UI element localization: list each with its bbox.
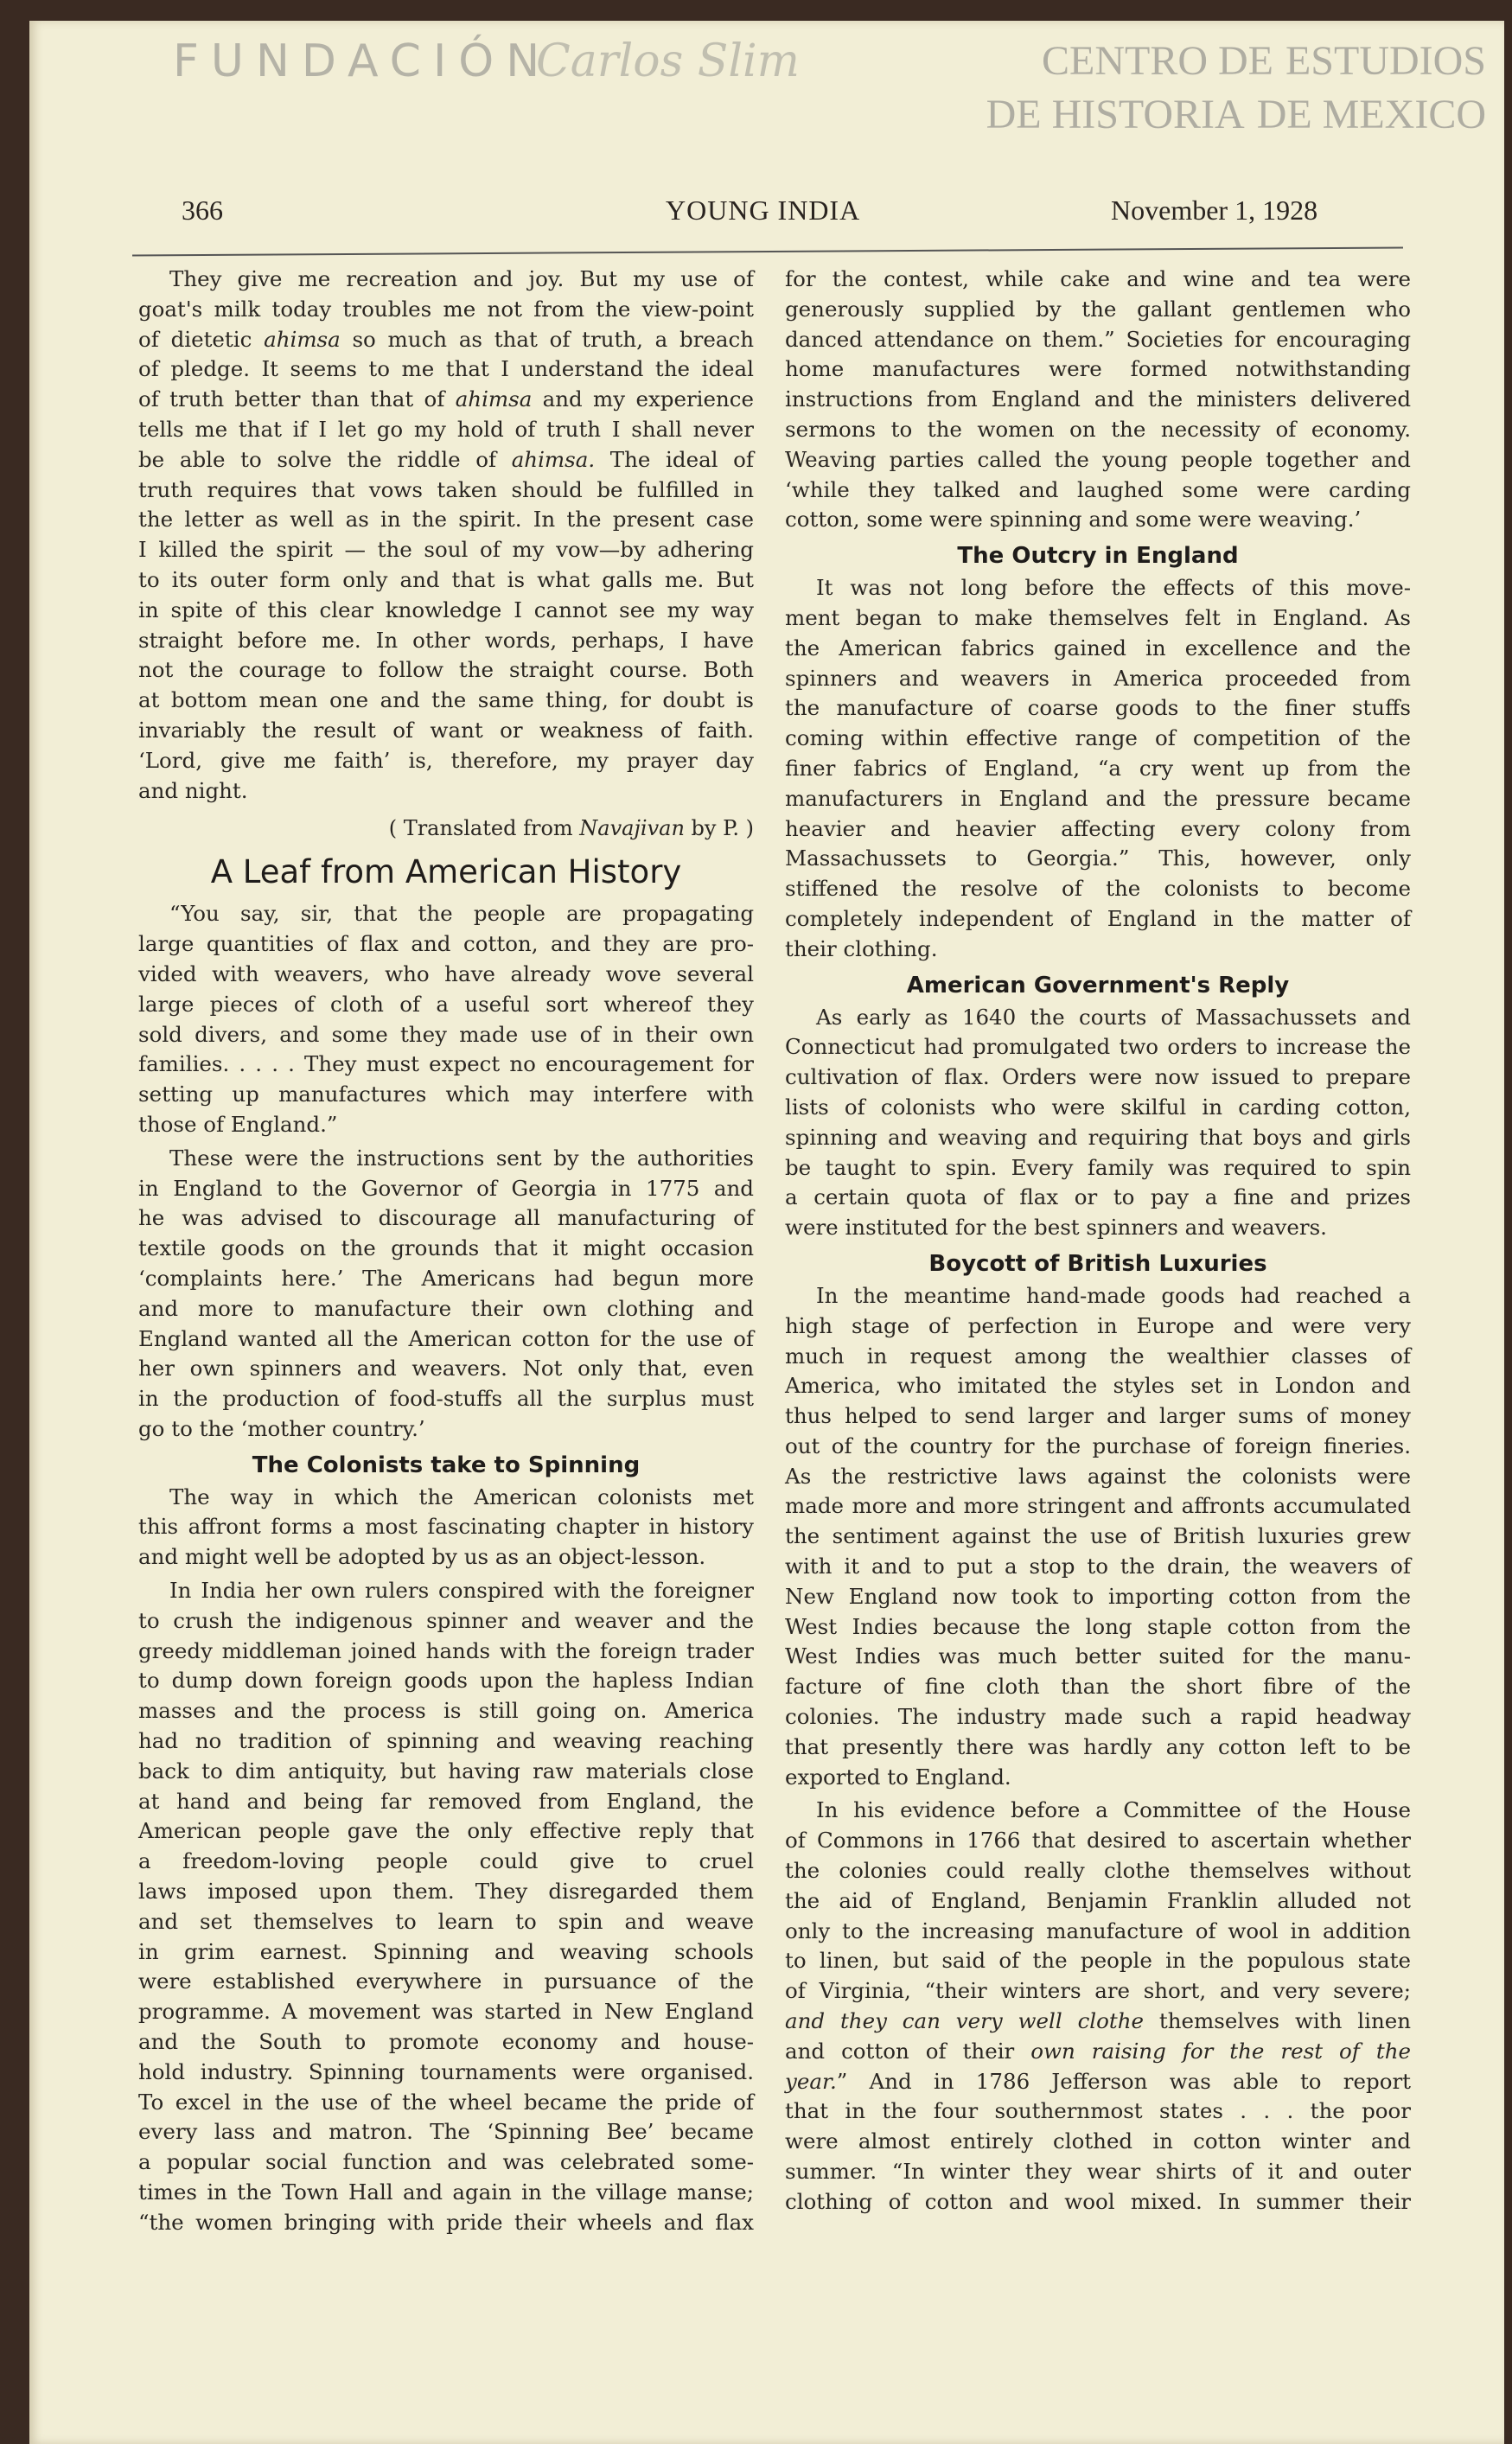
- section-heading: The Outcry in England: [957, 543, 1239, 570]
- foundation-watermark: FUNDACIÓN: [173, 35, 552, 87]
- text-line: cotton, some were spinning and some were weaving.’: [785, 507, 1362, 533]
- section-heading: Boycott of British Luxuries: [928, 1250, 1267, 1277]
- text-segment: and my experience: [532, 386, 754, 412]
- text-line: large pieces of cloth of a useful sort whereof they: [138, 991, 754, 1017]
- text-line: to its outer form only and that is what galls me. But: [138, 566, 754, 592]
- text-line: In India her own rulers conspired with the foreigner: [169, 1578, 754, 1604]
- text-segment: ( Translated from: [388, 816, 580, 841]
- text-line: [785, 2007, 1411, 2037]
- text-line: setting up manufactures which may interfere with: [138, 1082, 754, 1107]
- text-line: These were the instructions sent by the authorities: [169, 1145, 754, 1171]
- text-line: stiffened the resolve of the colonists to become: [785, 876, 1411, 902]
- text-segment: themselves with linen: [1144, 2008, 1411, 2034]
- text-line: spinning and weaving and requiring that boys and girls: [785, 1124, 1411, 1150]
- text-line: back to dim antiquity, but having raw materials close: [138, 1758, 754, 1784]
- text-line: and might well be adopted by us as an object-lesson.: [138, 1544, 706, 1570]
- text-line: that presently there was hardly any cotton left to be: [785, 1733, 1411, 1759]
- text-line: in grim earnest. Spinning and weaving schools: [138, 1938, 754, 1964]
- watermark-line: DE MEXICO: [1256, 92, 1486, 137]
- text-line: coming within effective range of competition of the: [785, 725, 1411, 751]
- text-line: high stage of perfection in Europe and were very: [785, 1312, 1411, 1338]
- italic-text: own raising for the rest of the: [1030, 2038, 1411, 2064]
- text-line: sermons to the women on the necessity of economy.: [785, 416, 1411, 442]
- text-line: and set themselves to learn to spin and weave: [138, 1908, 754, 1934]
- text-line: laws imposed upon them. They disregarded them: [138, 1879, 754, 1905]
- text-line: made more and more stringent and affronts accumulated: [785, 1493, 1411, 1519]
- text-line: “the women bringing with pride their wheels and flax: [138, 2209, 754, 2235]
- right-column: [785, 265, 1411, 2221]
- text-line: lists of colonists who were skilful in carding cotton,: [785, 1094, 1411, 1120]
- text-line: of Virginia, “their winters are short, and very severe;: [785, 1978, 1411, 2004]
- text-line: As early as 1640 the courts of Massachussets and: [816, 1004, 1411, 1030]
- text-line: As the restrictive laws against the colonists were: [785, 1463, 1411, 1489]
- page-number: 366: [182, 195, 223, 226]
- text-line: truth requires that vows taken should be fulfilled in: [138, 476, 754, 502]
- text-line: finer fabrics of England, “a cry went up from the: [785, 755, 1411, 781]
- text-line: generously supplied by the gallant gentlemen who: [785, 296, 1411, 322]
- left-column: [138, 265, 754, 2242]
- paragraph: [138, 1576, 754, 2238]
- text-line: that in the four southernmost states . . . the poor: [785, 2098, 1411, 2124]
- text-line: [138, 445, 754, 475]
- text-line: every lass and matron. The ‘Spinning Bee’ became: [138, 2119, 754, 2145]
- text-line: her own spinners and weavers. Not only that, even: [138, 1356, 754, 1382]
- text-line: Massachussets to Georgia.” This, however, only: [785, 846, 1411, 871]
- text-line: greedy middleman joined hands with the foreign trader: [138, 1637, 754, 1663]
- text-segment: and cotton of their: [785, 2038, 1031, 2064]
- italic-text: and they can very well clothe: [785, 2008, 1145, 2034]
- publication-title: YOUNG INDIA: [666, 195, 861, 226]
- text-line: to dump down foreign goods upon the hapless Indian: [138, 1668, 754, 1694]
- text-line: They give me recreation and joy. But my use of: [169, 266, 754, 291]
- text-line: at hand and being far removed from England, the: [138, 1788, 754, 1814]
- paragraph: [138, 899, 754, 1139]
- text-line: “You say, sir, that the people are propagating: [169, 901, 754, 927]
- text-line: summer. “In winter they wear shirts of it and outer: [785, 2159, 1411, 2185]
- text-line: of pledge. It seems to me that I understand the ideal: [138, 356, 754, 382]
- italic-text: year.: [785, 2068, 837, 2094]
- text-line: not the courage to follow the straight course. Both: [138, 657, 754, 683]
- text-line: instructions from England and the ministers delivered: [785, 386, 1411, 412]
- text-line: thus helped to send larger and larger sums of money: [785, 1403, 1411, 1429]
- text-line: I killed the spirit — the soul of my vow—by adhering: [138, 537, 754, 563]
- text-line: he was advised to discourage all manufacturing of: [138, 1205, 754, 1231]
- italic-text: ahimsa: [455, 386, 533, 412]
- text-line: Connecticut had promulgated two orders to increase the: [785, 1034, 1411, 1060]
- text-segment: be able to solve the riddle of: [138, 446, 512, 472]
- text-line: and night.: [138, 777, 248, 803]
- text-line: the manufacture of coarse goods to the finer stuffs: [785, 695, 1411, 721]
- text-line: a certain quota of flax or to pay a fine and prizes: [785, 1184, 1411, 1210]
- text-line: ment began to make themselves felt in England. As: [785, 604, 1411, 630]
- text-line: In his evidence before a Committee of the House: [816, 1797, 1411, 1823]
- text-line: only to the increasing manufacture of wool in addition: [785, 1918, 1411, 1943]
- text-line: in the production of food-stuffs all the surplus must: [138, 1386, 754, 1412]
- italic-text: ahimsa: [264, 326, 341, 352]
- text-line: the American fabrics gained in excellence and the: [785, 635, 1411, 660]
- text-line: programme. A movement was started in New England: [138, 1999, 754, 2025]
- text-line: West Indies was much better suited for the manu-: [785, 1643, 1411, 1669]
- paragraph: [785, 1003, 1411, 1243]
- text-line: In the meantime hand-made goods had reached a: [816, 1282, 1411, 1308]
- text-line: goat's milk today troubles me not from the view-point: [138, 296, 754, 322]
- text-line: England wanted all the American cotton for the use of: [138, 1325, 754, 1351]
- text-line: facture of fine cloth than the short fibre of the: [785, 1674, 1411, 1700]
- text-line: sold divers, and some they made use of in their own: [138, 1021, 754, 1047]
- text-line: masses and the process is still going on. America: [138, 1698, 754, 1724]
- paragraph-gap: [785, 2217, 1411, 2221]
- byline: [138, 811, 754, 846]
- text-line: the colonies could really clothe themselves without: [785, 1858, 1411, 1884]
- text-line: the sentiment against the use of British luxuries grew: [785, 1523, 1411, 1549]
- text-line: home manufactures were formed notwithstanding: [785, 356, 1411, 382]
- text-line: the letter as well as in the spirit. In the present case: [138, 507, 754, 533]
- text-segment: of truth better than that of: [138, 386, 456, 412]
- text-line: ‘complaints here.’ The Americans had begun more: [138, 1265, 754, 1291]
- text-line: American people gave the only effective reply that: [138, 1818, 754, 1844]
- paragraph-gap: [138, 2238, 754, 2242]
- paragraph: [785, 265, 1411, 535]
- text-line: to linen, but said of the people in the populous state: [785, 1948, 1411, 1974]
- text-line: vided with weavers, who have already wove several: [138, 960, 754, 986]
- watermark-line: ESTUDIOS: [1285, 38, 1486, 84]
- text-line: much in request among the wealthier classes of: [785, 1343, 1411, 1369]
- text-line: be taught to spin. Every family was required to spin: [785, 1154, 1411, 1180]
- text-line: To excel in the use of the wheel became the pride of: [138, 2089, 754, 2115]
- paragraph: [138, 265, 754, 806]
- text-line: New England now took to importing cotton from the: [785, 1583, 1411, 1609]
- text-line: with it and to put a stop to the drain, the weavers of: [785, 1554, 1411, 1579]
- archive-watermark: [974, 35, 1486, 142]
- paragraph: [785, 1281, 1411, 1793]
- article-title: A Leaf from American History: [210, 853, 682, 891]
- text-line: a freedom-loving people could give to cruel: [138, 1848, 754, 1874]
- text-line: out of the country for the purchase of foreign fineries.: [785, 1433, 1411, 1458]
- paragraph: [785, 573, 1411, 964]
- text-line: and more to manufacture their own clothing and: [138, 1295, 754, 1321]
- signature-watermark: Carlos Slim: [536, 35, 800, 87]
- text-line: and the South to promote economy and house-: [138, 2029, 754, 2055]
- text-line: [785, 2067, 1411, 2097]
- text-line: danced attendance on them.” Societies for encouraging: [785, 326, 1411, 352]
- text-line: manufacturers in England and the pressure became: [785, 785, 1411, 811]
- text-line: West Indies because the long staple cotton from the: [785, 1613, 1411, 1639]
- text-line: were established everywhere in pursuance of the: [138, 1969, 754, 1994]
- text-line: the aid of England, Benjamin Franklin alluded not: [785, 1887, 1411, 1913]
- paragraph: [138, 1483, 754, 1573]
- text-line: straight before me. In other words, perhaps, I have: [138, 627, 754, 653]
- text-line: in England to the Governor of Georgia in 1775 and: [138, 1175, 754, 1201]
- text-segment: so much as that of truth, a breach: [340, 326, 754, 352]
- text-segment: by P. ): [684, 816, 754, 841]
- text-line: cultivation of flax. Orders were now issued to prepare: [785, 1064, 1411, 1090]
- text-line: in spite of this clear knowledge I cannot see my way: [138, 597, 754, 622]
- italic-text: Navajivan: [579, 816, 685, 841]
- text-line: invariably the result of want or weakness of faith.: [138, 717, 754, 743]
- text-line: America, who imitated the styles set in London and: [785, 1373, 1411, 1399]
- text-line: those of England.”: [138, 1111, 338, 1137]
- text-line: a popular social function and was celebrated some-: [138, 2149, 754, 2175]
- text-line: were instituted for the best spinners and weavers.: [785, 1215, 1327, 1241]
- text-line: colonies. The industry made such a rapid headway: [785, 1704, 1411, 1730]
- text-line: to crush the indigenous spinner and weaver and the: [138, 1607, 754, 1633]
- watermark-row: [974, 35, 1486, 88]
- text-line: heavier and heavier affecting every colony from: [785, 815, 1411, 841]
- text-line: times in the Town Hall and again in the village manse;: [138, 2179, 754, 2205]
- text-line: for the contest, while cake and wine and tea were: [785, 266, 1411, 291]
- text-line: hold industry. Spinning tournaments were organised.: [138, 2058, 754, 2084]
- text-line: [138, 325, 754, 355]
- watermark-line: CENTRO DE: [1042, 38, 1273, 84]
- text-line: of Commons in 1766 that desired to ascertain whether: [785, 1828, 1411, 1854]
- text-line: textile goods on the grounds that it might occasion: [138, 1235, 754, 1261]
- text-line: their clothing.: [785, 935, 938, 961]
- paragraph: [785, 1796, 1411, 2217]
- text-segment: of dietetic: [138, 326, 265, 352]
- italic-text: ahimsa.: [511, 446, 596, 472]
- text-line: [138, 385, 754, 415]
- text-line: go to the ‘mother country.’: [138, 1415, 425, 1441]
- text-line: at bottom mean one and the same thing, for doubt is: [138, 687, 754, 713]
- issue-date: November 1, 1928: [1111, 195, 1318, 226]
- text-line: [785, 2037, 1411, 2067]
- text-line: tells me that if I let go my hold of truth I shall never: [138, 416, 754, 442]
- text-line: had no tradition of spinning and weaving reaching: [138, 1728, 754, 1754]
- section-heading: The Colonists take to Spinning: [252, 1452, 641, 1478]
- text-line: Weaving parties called the young people together and: [785, 446, 1411, 472]
- text-segment: The ideal of: [595, 446, 754, 472]
- section-heading: American Government's Reply: [906, 972, 1290, 999]
- text-segment: ” And in 1786 Jefferson was able to report: [836, 2068, 1411, 2094]
- watermark-row: [974, 88, 1486, 142]
- text-line: were almost entirely clothed in cotton winter and: [785, 2128, 1411, 2154]
- text-line: large quantities of flax and cotton, and they are pro-: [138, 931, 754, 957]
- text-line: It was not long before the effects of this move-: [816, 575, 1411, 601]
- text-line: spinners and weavers in America proceeded from: [785, 665, 1411, 691]
- text-line: families. . . . . They must expect no encouragement for: [138, 1051, 754, 1077]
- paragraph-gap: [138, 806, 754, 809]
- text-line: [389, 816, 754, 840]
- text-line: ‘Lord, give me faith’ is, therefore, my prayer day: [138, 747, 754, 773]
- text-line: exported to England.: [785, 1764, 1011, 1790]
- paragraph: [138, 1144, 754, 1445]
- text-line: clothing of cotton and wool mixed. In summer their: [785, 2188, 1411, 2214]
- text-line: completely independent of England in the matter of: [785, 905, 1411, 931]
- text-line: this affront forms a most fascinating chapter in history: [138, 1514, 754, 1540]
- text-line: The way in which the American colonists met: [169, 1484, 754, 1509]
- watermark-line: DE HISTORIA: [986, 92, 1245, 137]
- text-line: ‘while they talked and laughed some were carding: [785, 476, 1411, 502]
